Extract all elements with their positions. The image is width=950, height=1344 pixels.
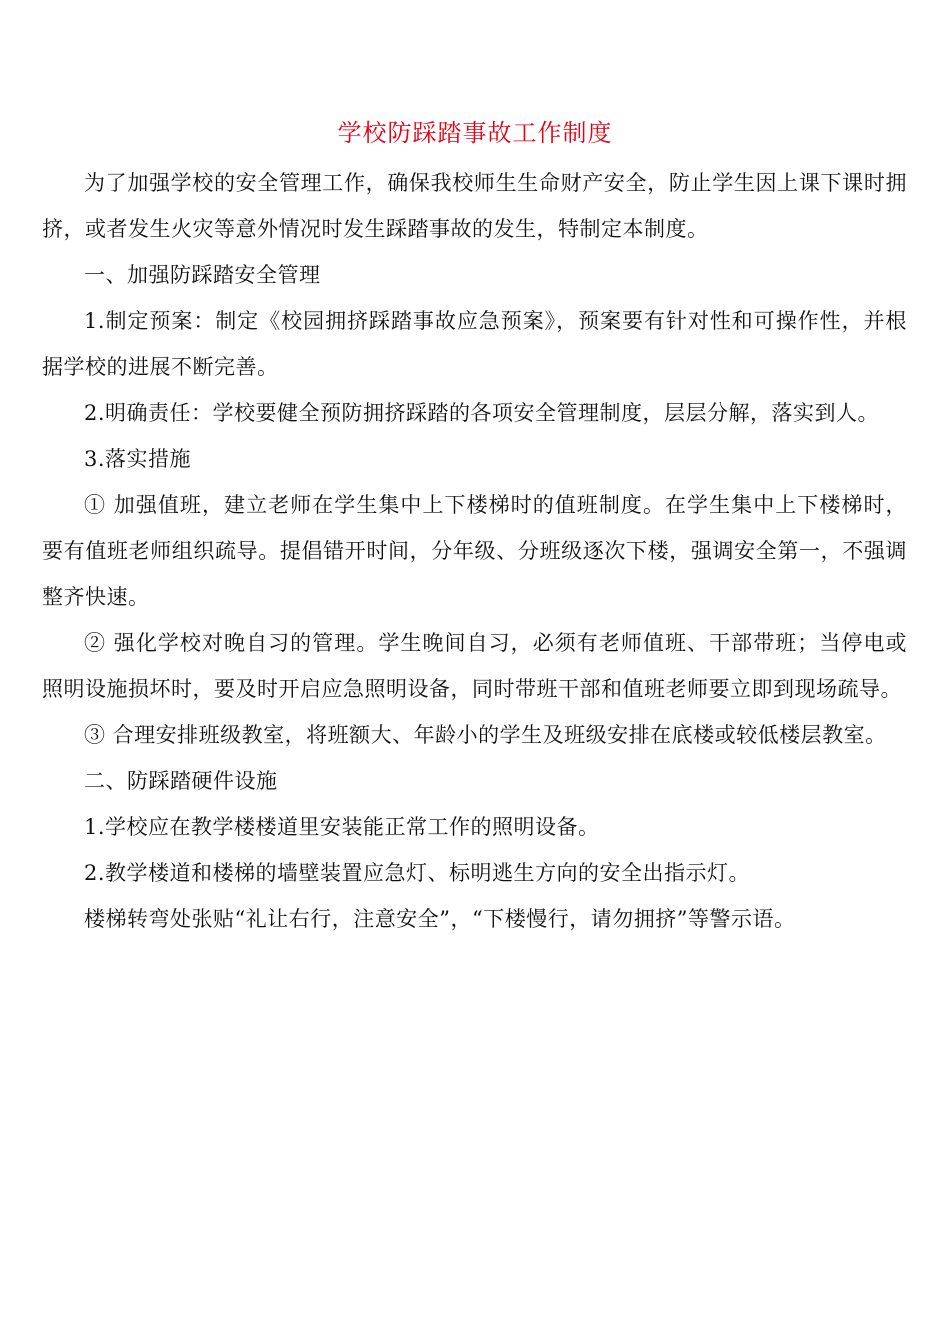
- item-1-3: 3.落实措施: [84, 447, 192, 471]
- measure-1: ① 加强值班，建立老师在学生集中上下楼梯时的值班制度。在学生集中上下楼梯时，要有值班老师组织疏导。提倡错开时间，分年级、分班级逐次下楼，强调安全第一，不强调整齐快速。: [42, 493, 907, 609]
- document-title: 学校防踩踏事故工作制度: [337, 119, 613, 147]
- section-heading-1: 一、加强防踩踏安全管理: [84, 263, 321, 287]
- section-heading-2: 二、防踩踏硬件设施: [84, 769, 278, 793]
- item-1-2: 2.明确责任：学校要健全预防拥挤踩踏的各项安全管理制度，层层分解，落实到人。: [84, 401, 880, 425]
- item-1-1: 1.制定预案：制定《校园拥挤踩踏事故应急预案》，预案要有针对性和可操作性，并根据学校的进展不断完善。: [42, 309, 907, 379]
- item-2-2: 2.教学楼道和楼梯的墙壁装置应急灯、标明逃生方向的安全出指示灯。: [84, 861, 751, 885]
- measure-3: ③ 合理安排班级教室，将班额大、年龄小的学生及班级安排在底楼或较低楼层教室。: [84, 723, 887, 747]
- document-body: [42, 160, 907, 942]
- warning-slogans: 楼梯转弯处张贴“礼让右行，注意安全”，“下楼慢行，请勿拥挤”等警示语。: [84, 907, 796, 931]
- item-2-1: 1.学校应在教学楼楼道里安装能正常工作的照明设备。: [84, 815, 600, 839]
- measure-2: ② 强化学校对晚自习的管理。学生晚间自习，必须有老师值班、干部带班；当停电或照明设施损坏时，要及时开启应急照明设备，同时带班干部和值班老师要立即到现场疏导。: [42, 631, 907, 701]
- intro-paragraph: 为了加强学校的安全管理工作，确保我校师生生命财产安全，防止学生因上课下课时拥挤，或者发生火灾等意外情况时发生踩踏事故的发生，特制定本制度。: [42, 171, 907, 241]
